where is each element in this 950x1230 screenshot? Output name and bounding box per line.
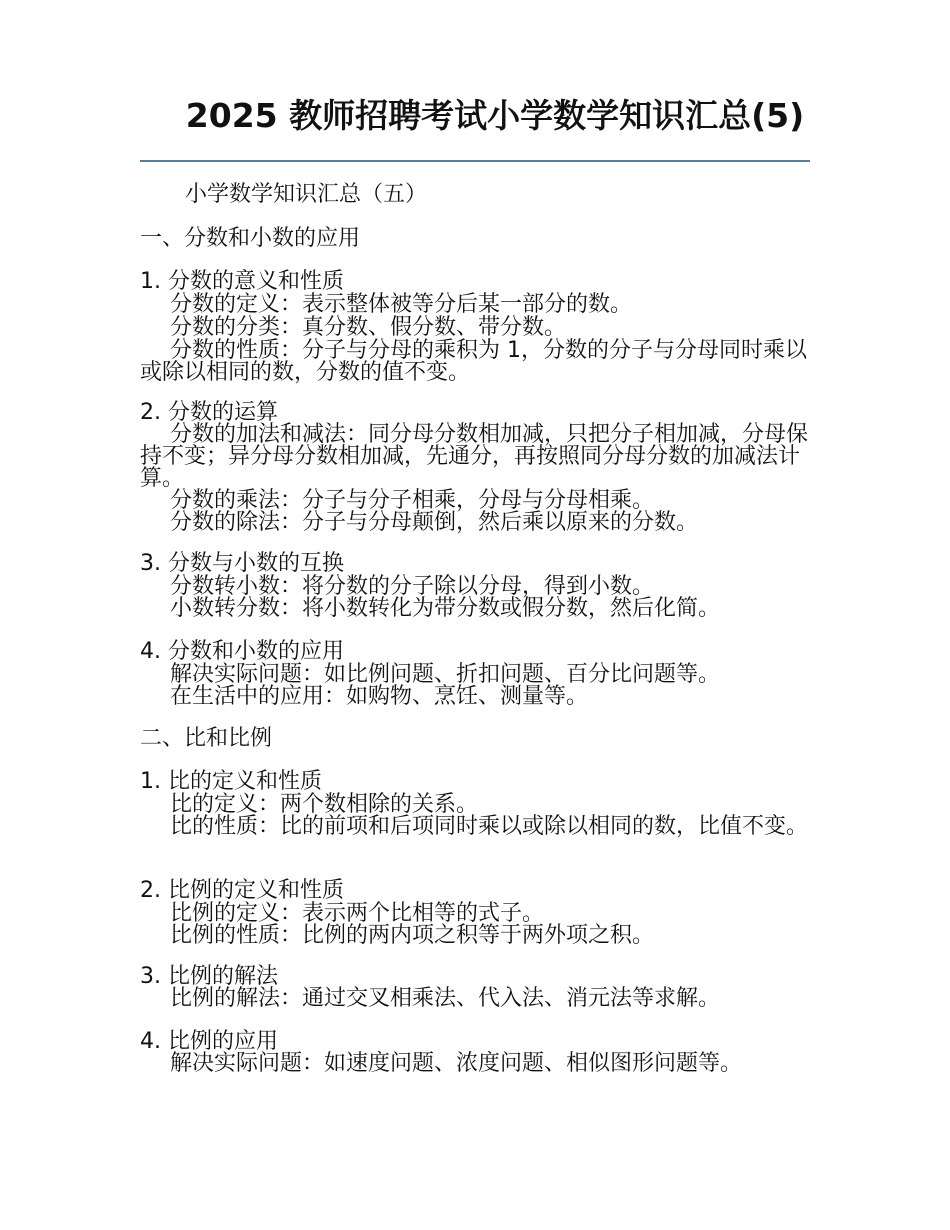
s1-p3-line-1: 分数转小数：将分数的分子除以分母，得到小数。 <box>170 574 655 599</box>
s1-p2-heading: 2. 分数的运算 <box>140 400 278 425</box>
section-2-heading: 二、比和比例 <box>140 726 273 751</box>
s1-p4-line-2: 在生活中的应用：如购物、烹饪、测量等。 <box>170 684 589 709</box>
s1-p1-line-1: 分数的定义：表示整体被等分后某一部分的数。 <box>170 292 633 317</box>
s2-p1-line-1: 比的定义：两个数相除的关系。 <box>170 792 479 817</box>
s1-p2-line-3: 分数的除法：分子与分母颠倒，然后乘以原来的分数。 <box>170 510 699 535</box>
s2-p1-heading: 1. 比的定义和性质 <box>140 769 322 794</box>
s1-p1-line-2: 分数的分类：真分数、假分数、带分数。 <box>170 315 567 340</box>
s2-p3-heading: 3. 比例的解法 <box>140 964 278 989</box>
s1-p4-heading: 4. 分数和小数的应用 <box>140 639 344 664</box>
s1-p1-heading: 1. 分数的意义和性质 <box>140 269 344 294</box>
section-1-heading: 一、分数和小数的应用 <box>140 226 361 251</box>
s2-p4-heading: 4. 比例的应用 <box>140 1029 278 1054</box>
s1-p1-line-3: 分数的性质：分子与分母的乘积为 1，分数的分子与分母同时乘以或除以相同的数，分数的值不变。 <box>140 338 807 385</box>
title-underline <box>140 160 810 162</box>
document-title: 2025 教师招聘考试小学数学知识汇总(5) <box>185 96 805 135</box>
s2-p2-line-2: 比例的性质：比例的两内项之积等于两外项之积。 <box>170 923 655 948</box>
document-subtitle: 小学数学知识汇总（五） <box>185 182 428 207</box>
s1-p3-line-2: 小数转分数：将小数转化为带分数或假分数，然后化简。 <box>170 596 721 621</box>
s1-p2-line-2: 分数的乘法：分子与分子相乘，分母与分母相乘。 <box>170 488 655 513</box>
s1-p4-line-1: 解决实际问题：如比例问题、折扣问题、百分比问题等。 <box>170 662 721 687</box>
s2-p2-heading: 2. 比例的定义和性质 <box>140 878 344 903</box>
s1-p3-heading: 3. 分数与小数的互换 <box>140 551 344 576</box>
s2-p3-line-1: 比例的解法：通过交叉相乘法、代入法、消元法等求解。 <box>170 986 721 1011</box>
s2-p2-line-1: 比例的定义：表示两个比相等的式子。 <box>170 901 545 926</box>
s1-p2-line-1: 分数的加法和减法：同分母分数相加减，只把分子相加减，分母保持不变；异分母分数相加减，先通分，再按照同分母分数的加减法计算。 <box>140 422 809 491</box>
s2-p4-line-1: 解决实际问题：如速度问题、浓度问题、相似图形问题等。 <box>170 1051 743 1076</box>
s2-p1-line-2: 比的性质：比的前项和后项同时乘以或除以相同的数，比值不变。 <box>170 814 809 839</box>
